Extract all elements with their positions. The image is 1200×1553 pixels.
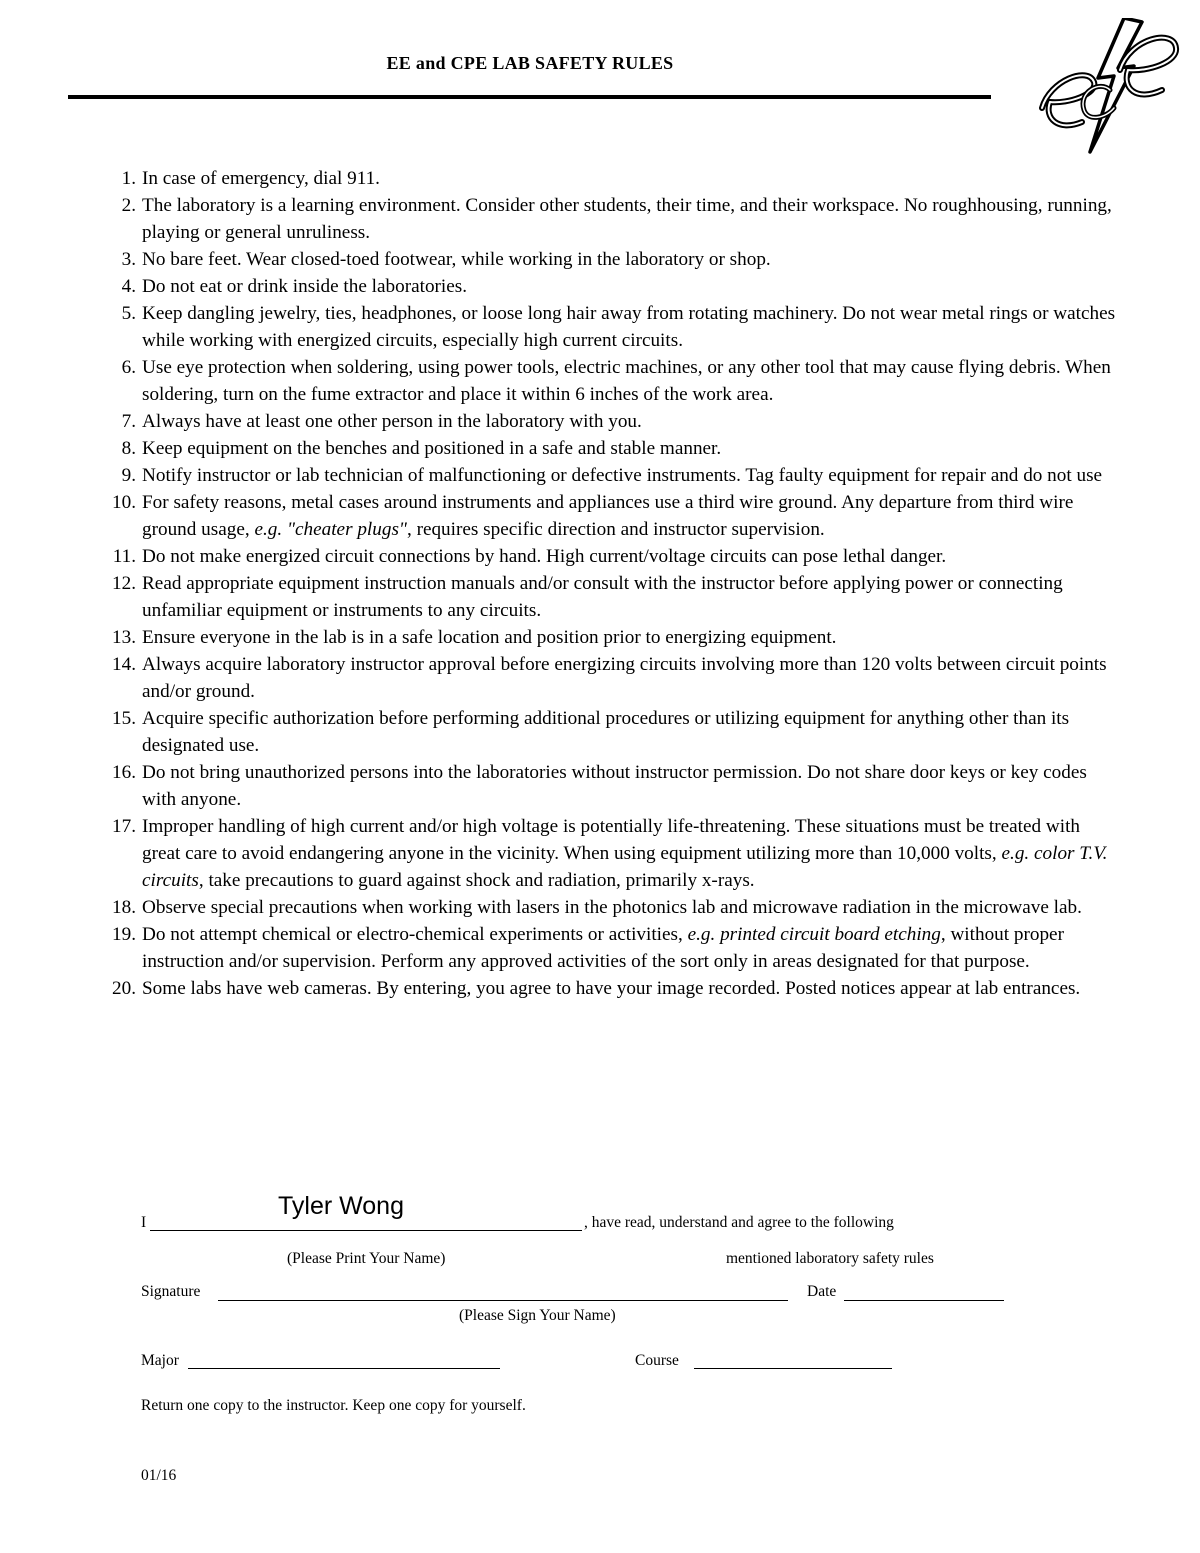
rule-item	[102, 300, 1122, 354]
rule-item	[102, 489, 1122, 543]
rule-text: The laboratory is a learning environment. Consider other students, their time, and their workspace. No roughhousing, running, playing or general unruliness.	[142, 195, 1112, 243]
rule-item	[102, 894, 1122, 921]
rule-text: Keep equipment on the benches and positioned in a safe and stable manner.	[142, 438, 722, 459]
rule-item	[102, 165, 1122, 192]
rule-number: 10.	[112, 492, 136, 513]
rule-number: 11.	[112, 546, 136, 567]
rule-text: Use eye protection when soldering, using power tools, electric machines, or any other tool that may cause flying debris. When soldering, turn on the fume extractor and place it within 6 inches of the work area.	[142, 357, 1111, 405]
rule-number: 3.	[121, 249, 136, 270]
rule-text: Some labs have web cameras. By entering, you agree to have your image recorded. Posted notices appear at lab entrances.	[142, 978, 1081, 999]
return-note: Return one copy to the instructor. Keep one copy for yourself.	[141, 1397, 526, 1414]
rule-text: Always have at least one other person in the laboratory with you.	[142, 411, 642, 432]
rule-text: No bare feet. Wear closed-toed footwear, while working in the laboratory or shop.	[142, 249, 771, 270]
rule-number: 9.	[121, 465, 136, 486]
rule-number: 6.	[121, 357, 136, 378]
rule-item	[102, 759, 1122, 813]
name-hint: (Please Print Your Name)	[287, 1250, 446, 1267]
page-title: EE and CPE LAB SAFETY RULES	[386, 53, 674, 73]
rule-item	[102, 354, 1122, 408]
rule-item	[102, 570, 1122, 624]
rule-item	[102, 192, 1122, 246]
rule-number: 7.	[121, 411, 136, 432]
name-field[interactable]: Tyler Wong	[278, 1192, 404, 1220]
revision-code: 01/16	[141, 1467, 177, 1484]
rule-number: 8.	[121, 438, 136, 459]
signature-label: Signature	[141, 1283, 201, 1300]
rule-item	[102, 975, 1122, 1002]
safety-rules-list	[102, 165, 1122, 1002]
rule-text: Keep dangling jewelry, ties, headphones, or loose long hair away from rotating machinery. Do not wear metal rings or watches while working with energized circuits, especially high current circuits.	[142, 303, 1116, 351]
rule-item	[102, 813, 1122, 894]
course-label: Course	[635, 1352, 679, 1369]
rule-item	[102, 705, 1122, 759]
course-field[interactable]	[694, 1368, 892, 1369]
rule-number: 19.	[112, 924, 136, 945]
rule-text: Read appropriate equipment instruction manuals and/or consult with the instructor before applying power or connecting unfamiliar equipment or instruments to any circuits.	[142, 573, 1063, 621]
rule-text-b: , take precautions to guard against shock and radiation, primarily x-rays.	[198, 870, 755, 891]
name-suffix: , have read, understand and agree to the following	[584, 1214, 894, 1231]
rule-text-a: Do not attempt chemical or electro-chemical experiments or activities,	[142, 924, 688, 945]
rule-text: Do not eat or drink inside the laboratories.	[142, 276, 468, 297]
rule-text: Do not bring unauthorized persons into the laboratories without instructor permission. Do not share door keys or key codes with anyone.	[142, 762, 1087, 810]
rule-item	[102, 921, 1122, 975]
rule-item	[102, 246, 1122, 273]
rule-text-b: , requires specific direction and instructor supervision.	[406, 519, 825, 540]
rule-text: Ensure everyone in the lab is in a safe location and position prior to energizing equipment.	[142, 627, 837, 648]
rule-text: Observe special precautions when working with lasers in the photonics lab and microwave radiation in the microwave lab.	[142, 897, 1082, 918]
rule-example: e.g. "cheater plugs"	[254, 519, 407, 540]
rule-text-a: Improper handling of high current and/or high voltage is potentially life-threatening. These situations must be treated with great care to avoid endangering anyone in the vicinity. When using equipment utilizing more than 10,000 volts,	[142, 816, 1080, 864]
name-line	[150, 1230, 582, 1231]
rule-example: e.g. color T.V. circuits	[142, 843, 1108, 891]
rule-text: Notify instructor or lab technician of malfunctioning or defective instruments. Tag faulty equipment for repair and do not use	[142, 465, 1103, 486]
rule-text: Always acquire laboratory instructor approval before energizing circuits involving more than 120 volts between circuit points and/or ground.	[142, 654, 1107, 702]
rule-number: 12.	[112, 573, 136, 594]
signature-field[interactable]	[218, 1300, 788, 1301]
rule-text: Do not make energized circuit connections by hand. High current/voltage circuits can pose lethal danger.	[142, 546, 947, 567]
name-suffix-continued: mentioned laboratory safety rules	[726, 1250, 934, 1267]
rule-item	[102, 624, 1122, 651]
rule-number: 16.	[112, 762, 136, 783]
rule-number: 5.	[121, 303, 136, 324]
rule-number: 1.	[121, 168, 136, 189]
major-field[interactable]	[188, 1368, 500, 1369]
date-label: Date	[807, 1283, 837, 1300]
rule-item	[102, 543, 1122, 570]
rule-number: 15.	[112, 708, 136, 729]
rule-number: 14.	[112, 654, 136, 675]
header-rule	[68, 95, 991, 99]
rule-number: 18.	[112, 897, 136, 918]
rule-item	[102, 435, 1122, 462]
rule-item	[102, 273, 1122, 300]
rule-number: 13.	[112, 627, 136, 648]
rule-item	[102, 408, 1122, 435]
rule-number: 20.	[112, 978, 136, 999]
date-field[interactable]	[844, 1300, 1004, 1301]
major-label: Major	[141, 1352, 179, 1369]
rule-number: 4.	[121, 276, 136, 297]
rule-number: 2.	[121, 195, 136, 216]
rule-example: e.g. printed circuit board etching	[687, 924, 941, 945]
rule-text-a: For safety reasons, metal cases around instruments and appliances use a third wire ground. Any departure from third wire ground usage,	[142, 492, 1074, 540]
rule-text: In case of emergency, dial 911.	[142, 168, 380, 189]
rule-item	[102, 462, 1122, 489]
signature-hint: (Please Sign Your Name)	[459, 1307, 616, 1324]
ece-logo-icon	[1028, 18, 1180, 154]
rule-item	[102, 651, 1122, 705]
rule-text-b: , without proper instruction and/or supervision. Perform any approved activities of the sort only in areas designated for that purpose.	[142, 924, 1064, 972]
name-prefix: I	[141, 1214, 147, 1231]
rule-number: 17.	[112, 816, 136, 837]
rule-text: Acquire specific authorization before performing additional procedures or utilizing equipment for anything other than its designated use.	[142, 708, 1070, 756]
